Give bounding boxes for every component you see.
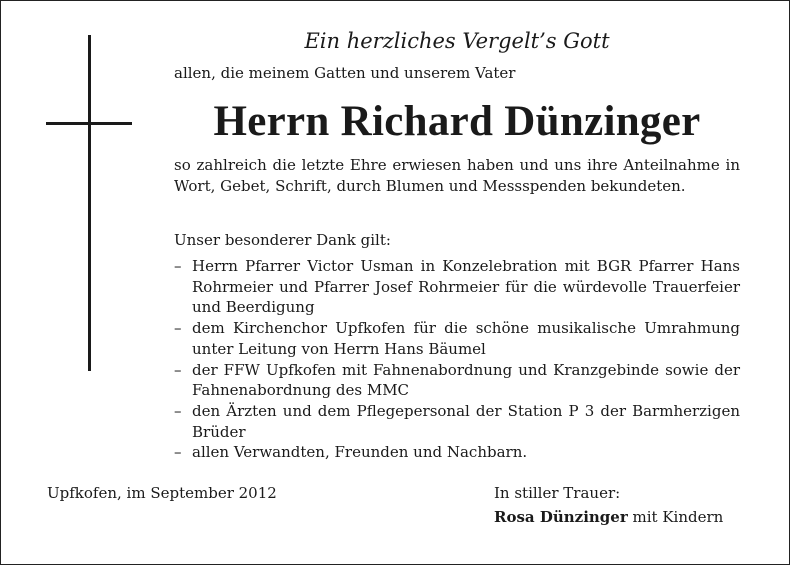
cross-horizontal-bar xyxy=(46,122,132,125)
list-item: – den Ärzten und dem Pflegepersonal der Station P 3 der Barmherzigen Brüder xyxy=(174,401,740,442)
thanks-list xyxy=(174,256,740,463)
notice-heading: Ein herzliches Vergelt’s Gott xyxy=(304,29,610,53)
list-item: – der FFW Upfkofen mit Fahnenabordnung und Kranzgebinde sowie der Fahnenabordnung des MMC xyxy=(174,360,740,401)
mourning-label: In stiller Trauer: xyxy=(494,484,621,502)
cross-vertical-bar xyxy=(88,35,91,371)
signer-name: Rosa Dünzinger xyxy=(494,508,628,526)
thanks-title: Unser besonderer Dank gilt: xyxy=(174,231,391,249)
intro-line: allen, die meinem Gatten und unserem Vater xyxy=(174,64,516,82)
list-item: – Herrn Pfarrer Victor Usman in Konzelebration mit BGR Pfarrer Hans Rohrmeier und Pfarrer Josef Rohrmeier für die würdevolle Trauerfeier und Beerdigung xyxy=(174,256,740,318)
place-date: Upfkofen, im September 2012 xyxy=(47,484,277,502)
deceased-name: Herrn Richard Dünzinger xyxy=(213,98,701,145)
signer-suffix: mit Kindern xyxy=(627,508,724,526)
signature xyxy=(494,507,723,528)
list-item: – allen Verwandten, Freunden und Nachbarn. xyxy=(174,442,740,463)
thanks-paragraph: so zahlreich die letzte Ehre erwiesen haben und uns ihre Anteilnahme in Wort, Gebet, Schrift, durch Blumen und Messspenden bekundeten. xyxy=(174,156,740,195)
list-item: – dem Kirchenchor Upfkofen für die schöne musikalische Umrahmung unter Leitung von Herrn Hans Bäumel xyxy=(174,318,740,359)
